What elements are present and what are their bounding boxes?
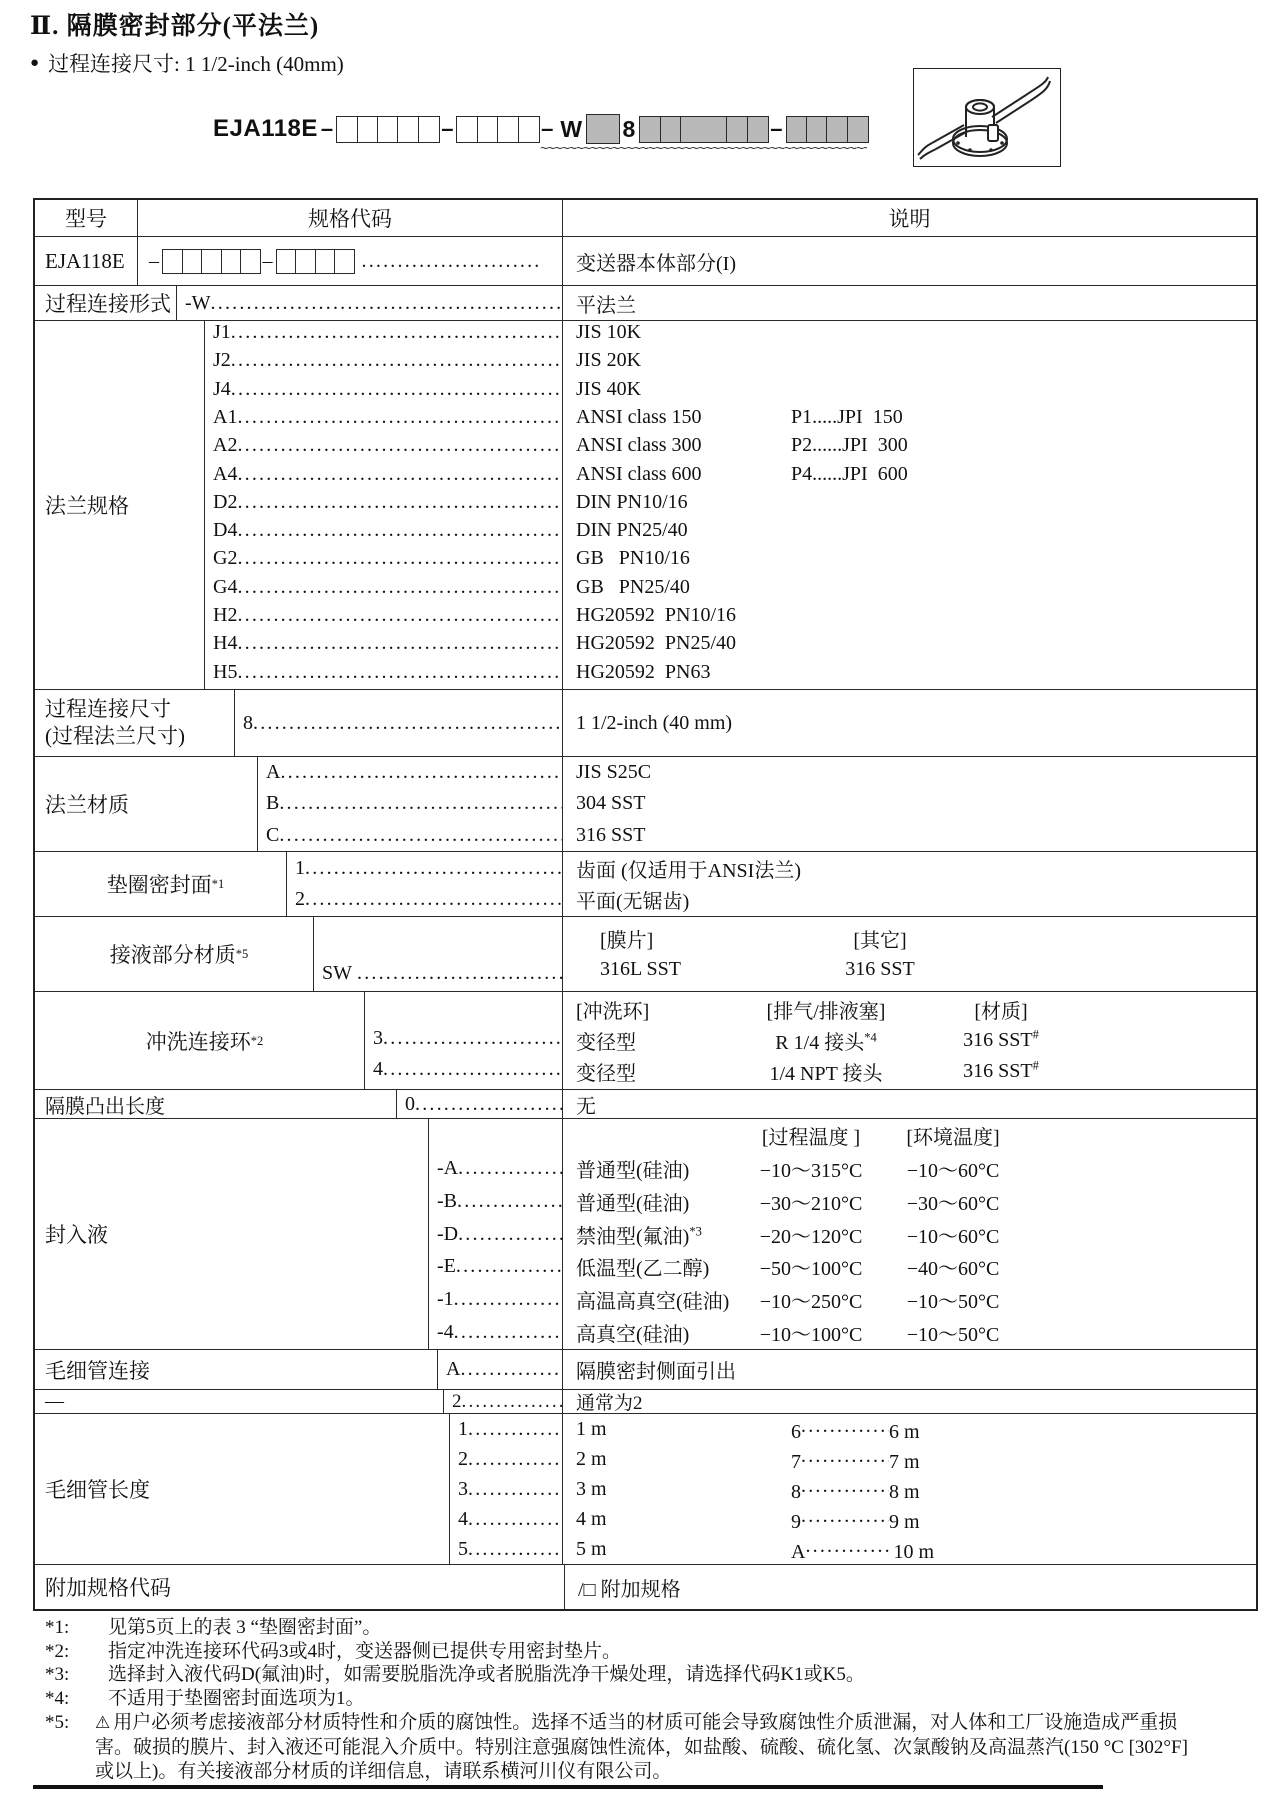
dotted-leader	[231, 378, 562, 401]
row-conn-type	[35, 286, 1256, 321]
dotted-leader	[801, 1475, 889, 1498]
desc: JIS S25C	[576, 761, 652, 784]
hash-ref: #	[1032, 1027, 1039, 1042]
dotted-leader	[468, 1418, 562, 1441]
dotted-leader	[237, 632, 562, 655]
material-text: 316 SST	[963, 1060, 1033, 1082]
code: A	[266, 761, 281, 784]
wetted-material-code-cell	[314, 917, 562, 991]
code: H2	[213, 604, 238, 627]
fill-type: 普通型(硅油)	[576, 1192, 690, 1215]
length-col2: 9 ..... 9 m	[791, 1505, 920, 1534]
desc-extra: P2......JPI 300	[791, 434, 908, 457]
desc: GB PN25/40	[576, 575, 690, 598]
footnote-text: 指定冲洗连接环代码3或4时，变送器侧已提供专用密封垫片。	[108, 1640, 622, 1662]
code: -B	[437, 1189, 457, 1212]
dotted-leader	[237, 519, 562, 542]
dotted-leader	[468, 1478, 562, 1501]
row-capillary-conn	[35, 1350, 1256, 1390]
desc: 304 SST	[576, 792, 646, 815]
capillary-len-code-cell	[450, 1414, 562, 1564]
others-material: 316 SST	[845, 958, 915, 980]
row-model	[35, 237, 1256, 286]
length-col2: 7 ..... 7 m	[791, 1445, 920, 1474]
code: 2	[458, 1447, 468, 1470]
row-flushing-ring	[35, 992, 1256, 1090]
code-box	[377, 116, 399, 143]
dotted-leader	[237, 406, 562, 429]
dotted-leader	[468, 1508, 562, 1531]
diaphragm-material: 316L SST	[600, 958, 681, 980]
row-capillary-len	[35, 1414, 1256, 1565]
dotted-leader	[305, 888, 562, 911]
fill-type: 高真空(硅油)	[576, 1324, 690, 1347]
ambient-temp: −10～50°C	[906, 1291, 1000, 1314]
flushing-ring-label: 冲洗连接环 *2	[35, 992, 365, 1089]
dotted-leader	[468, 1538, 562, 1561]
dotted-leader	[237, 434, 562, 457]
desc-extra: P1.....JPI 150	[791, 405, 903, 428]
label-line2: (过程法兰尺寸)	[45, 724, 185, 748]
fill-type: 低温型(乙二醇)	[576, 1258, 710, 1281]
desc: 齿面 (仅适用于ANSI法兰)	[576, 860, 801, 882]
capillary-conn-label: 毛细管连接	[35, 1350, 438, 1389]
dash-row-code-cell	[444, 1390, 562, 1413]
model-code-strip	[213, 113, 867, 145]
code-box-gray	[786, 116, 808, 143]
fill-liquid-desc-cell	[562, 1119, 1256, 1349]
capillary-len-label: 毛细管长度	[35, 1414, 450, 1564]
footnote-4	[33, 1687, 1223, 1711]
material	[926, 1029, 1076, 1052]
code: 3	[373, 1027, 383, 1049]
code-box	[397, 116, 419, 143]
table-header-row	[35, 200, 1256, 237]
dotted-leader	[279, 824, 562, 847]
model-code-gray-group2	[786, 116, 868, 143]
desc: 316 SST	[576, 823, 646, 846]
dotted-leader	[231, 321, 562, 344]
header-model: 型号	[35, 200, 138, 236]
code-box-gray	[847, 116, 869, 143]
dotted-leader	[237, 547, 562, 570]
conn-type-desc: 平法兰	[562, 286, 1256, 320]
length-value: 5 m	[576, 1537, 607, 1560]
process-temp: −50～100°C	[759, 1258, 863, 1281]
row-conn-size	[35, 690, 1256, 757]
code: G4	[213, 575, 238, 598]
footnote-marker: *1:	[45, 1617, 70, 1638]
flange-material-code-cell	[258, 757, 562, 851]
dotted-leader	[357, 962, 562, 985]
dash: –	[441, 116, 454, 141]
gasket-face-code-cell	[287, 852, 562, 916]
code-box-gray	[726, 116, 748, 143]
label: 接液部分材质	[109, 943, 236, 967]
flushing-ring-code-cell	[365, 992, 562, 1089]
wetted-material-desc-cell	[562, 917, 1256, 991]
model-code-boxes-group2	[456, 116, 538, 143]
optional-codes-desc: /□ 附加规格	[564, 1565, 1258, 1609]
length-col2: 8 ..... 8 m	[791, 1475, 920, 1504]
length-col2: A ..... 10 m	[791, 1535, 934, 1564]
conn-type-label: 过程连接形式	[35, 286, 177, 320]
code-box-gray	[747, 116, 769, 143]
code-box	[357, 116, 379, 143]
model-w-label: W	[560, 115, 583, 142]
fill-type: 普通型(硅油)	[576, 1159, 690, 1182]
code: H5	[213, 660, 238, 683]
dotted-leader	[253, 712, 562, 735]
code-box	[240, 249, 261, 274]
material-text: 316 SST	[963, 1029, 1033, 1051]
length-value: 4 m	[576, 1507, 607, 1530]
code-box	[276, 249, 297, 274]
desc: DIN PN25/40	[576, 519, 688, 542]
footnote-marker: *5:	[45, 1712, 70, 1733]
code: 0	[405, 1092, 415, 1115]
code: D2	[213, 490, 238, 513]
gasket-face-label: 垫圈密封面 *1	[35, 852, 287, 916]
dotted-leader	[458, 1223, 562, 1246]
dash: –	[149, 249, 159, 272]
desc: DIN PN10/16	[576, 490, 688, 513]
optional-codes-label: 附加规格代码	[45, 1576, 171, 1600]
dotted-leader	[237, 491, 562, 514]
model-name: EJA118E	[35, 237, 138, 285]
header-description: 说明	[562, 200, 1256, 236]
dotted-leader	[458, 1157, 562, 1180]
dotted-leader	[454, 1321, 562, 1344]
flange-spec-code-cell	[205, 321, 562, 689]
dotted-leader	[383, 1058, 562, 1081]
footnote-1	[33, 1616, 1223, 1640]
row-dash	[35, 1390, 1256, 1414]
fill-liquid-code-cell	[429, 1119, 562, 1349]
label-line1: 过程连接尺寸	[45, 697, 171, 721]
bullet-text: 过程连接尺寸: 1 1/2-inch (40mm)	[48, 52, 344, 76]
page-bottom-rule	[33, 1785, 1103, 1789]
row-fill-liquid	[35, 1119, 1256, 1350]
process-temp: −10～315°C	[759, 1159, 863, 1182]
code-box	[295, 249, 316, 274]
bullet-icon: ●	[30, 54, 40, 71]
code-box-gray	[586, 114, 620, 144]
dotted-leader	[237, 661, 562, 684]
model-prefix: EJA118E	[213, 115, 318, 142]
col-header-material: [材质]	[974, 1001, 1028, 1023]
dotted-leader	[362, 250, 542, 273]
code: -D	[437, 1222, 459, 1245]
process-temp: −10～250°C	[759, 1291, 863, 1314]
hash-ref: #	[1032, 1058, 1039, 1073]
dotted-leader	[457, 1190, 562, 1213]
footnotes	[33, 1616, 1223, 1785]
diaphragm-ext-label: 隔膜凸出长度	[35, 1090, 397, 1118]
dotted-leader	[456, 1255, 562, 1278]
model-desc: 变送器本体部分(I)	[562, 237, 1256, 285]
footnote-ref: *4	[864, 1030, 877, 1045]
length-value: 3 m	[576, 1477, 607, 1500]
code: -E	[437, 1255, 456, 1278]
code: -1	[437, 1288, 454, 1311]
desc: JIS 10K	[576, 320, 642, 343]
code: -W	[185, 291, 211, 314]
desc: ANSI class 300	[576, 434, 702, 457]
code-box-gray	[660, 116, 682, 143]
length-value: 2 m	[576, 1447, 607, 1470]
conn-type-code-cell	[177, 286, 562, 320]
dotted-leader	[801, 1415, 889, 1438]
code: SW	[322, 962, 352, 984]
desc: GB PN10/16	[576, 547, 690, 570]
ring-type: 变径型	[576, 1032, 636, 1054]
model-code-gray-group1	[639, 116, 767, 143]
code: A	[446, 1358, 461, 1380]
desc-extra: P4......JPI 600	[791, 462, 908, 485]
code: J2	[213, 349, 231, 372]
dash: –	[320, 116, 334, 141]
dotted-leader	[460, 1358, 562, 1381]
wetted-material-label: 接液部分材质 *5	[35, 917, 314, 991]
ambient-temp: −40～60°C	[906, 1258, 1000, 1281]
model-code-boxes-group1	[336, 116, 438, 143]
code: G2	[213, 547, 238, 570]
desc: HG20592 PN63	[576, 660, 711, 683]
code: 1	[295, 857, 305, 879]
footnote-marker: *4:	[45, 1687, 70, 1709]
length-value: 1 m	[576, 1417, 607, 1440]
code-box	[518, 116, 540, 143]
code: 4	[373, 1058, 383, 1080]
model-code-suffix-underlined	[538, 114, 867, 144]
fill-type: 禁油型(氟油)$^{*3}$	[576, 1223, 702, 1248]
col-header-plug: [排气/排液塞]	[766, 1001, 886, 1023]
plug-type	[726, 1057, 926, 1086]
conn-size-desc: 1 1/2-inch (40 mm)	[562, 690, 1256, 756]
col-header-process-temp: [过程温度 ]	[761, 1126, 861, 1149]
dash-row-desc: 通常为2	[562, 1390, 1256, 1413]
dash-row-label: —	[35, 1390, 444, 1413]
plug-type	[726, 1026, 926, 1055]
code: 5	[458, 1537, 468, 1560]
col-header-others: [其它]	[853, 930, 907, 952]
row-diaphragm-ext	[35, 1090, 1256, 1119]
dotted-leader	[805, 1535, 893, 1558]
capillary-conn-code-cell	[438, 1350, 562, 1389]
code-box-gray	[826, 116, 848, 143]
flange-material-desc-cell	[562, 757, 1256, 851]
capillary-conn-desc: 隔膜密封侧面引出	[562, 1350, 1256, 1389]
spec-table	[33, 198, 1258, 1611]
process-connection-size-note	[30, 48, 344, 78]
dotted-leader	[237, 463, 562, 486]
label: 垫圈密封面	[106, 873, 212, 897]
col-header-ambient-temp: [环境温度]	[906, 1126, 1000, 1149]
code-box	[477, 116, 499, 143]
desc: ANSI class 150	[576, 405, 702, 428]
diaphragm-ext-desc: 无	[562, 1090, 1256, 1118]
col-header-diaphragm: [膜片]	[600, 930, 654, 952]
desc: HG20592 PN25/40	[576, 632, 737, 655]
diaphragm-seal-illustration-frame	[913, 68, 1061, 167]
code-box	[497, 116, 519, 143]
code-box	[221, 249, 242, 274]
fill-type: 高温高真空(硅油)	[576, 1291, 730, 1314]
desc: HG20592 PN10/16	[576, 604, 737, 627]
fill-liquid-label: 封入液	[35, 1119, 429, 1349]
footnote-3	[33, 1663, 1223, 1687]
dotted-leader	[280, 761, 562, 784]
plug-text: R 1/4 接头	[775, 1032, 865, 1054]
flange-spec-desc-cell	[562, 321, 1256, 689]
code: 3	[458, 1477, 468, 1500]
row-optional-codes	[35, 1565, 1256, 1609]
header-spec-code: 规格代码	[308, 207, 392, 231]
code: A2	[213, 434, 238, 457]
code-box	[315, 249, 336, 274]
dotted-leader	[231, 349, 562, 372]
plug-text: 1/4 NPT 接头	[769, 1063, 883, 1085]
dash: –	[262, 249, 273, 272]
dotted-leader	[801, 1505, 889, 1528]
code: J4	[213, 377, 231, 400]
ambient-temp: −10～50°C	[906, 1324, 1000, 1347]
warning-icon: ⚠	[95, 1713, 111, 1733]
ambient-temp: −10～60°C	[906, 1225, 1000, 1248]
desc: ANSI class 600	[576, 462, 702, 485]
dotted-leader	[305, 857, 562, 880]
dotted-leader	[454, 1288, 562, 1311]
code: 2	[452, 1390, 462, 1412]
ambient-temp: −30～60°C	[906, 1192, 1000, 1215]
row-wetted-material	[35, 917, 1256, 992]
footnote-2	[33, 1640, 1223, 1664]
dotted-leader	[279, 792, 562, 815]
footnote-marker: *3:	[45, 1664, 70, 1685]
code: A4	[213, 462, 238, 485]
length-col2: 6 ..... 6 m	[791, 1415, 920, 1444]
process-temp: −20～120°C	[759, 1225, 863, 1248]
dotted-leader	[462, 1391, 563, 1413]
desc: JIS 20K	[576, 349, 642, 372]
dotted-leader	[415, 1093, 562, 1116]
model-eight-label: 8	[622, 115, 636, 142]
footnote-marker: *2:	[45, 1640, 70, 1662]
code: D4	[213, 519, 238, 542]
conn-size-code-cell	[235, 690, 562, 756]
material	[926, 1060, 1076, 1083]
row-gasket-face	[35, 852, 1256, 917]
code-box-gray	[806, 116, 828, 143]
code: A1	[213, 405, 238, 428]
ambient-temp: −10～60°C	[906, 1159, 1000, 1182]
code: 2	[295, 888, 305, 910]
capillary-len-desc-cell	[562, 1414, 1256, 1564]
desc: JIS 40K	[576, 377, 642, 400]
code-box-gray-wide	[680, 116, 728, 143]
col-header-ring: [冲洗环]	[576, 1001, 650, 1023]
footnote-text: 用户必须考虑接液部分材质特性和介质的腐蚀性。选择不适当的材质可能会导致腐蚀性介质泄漏，对人体和工厂设施造成严重损害。破损的膜片、封入液还可能混入介质中。特别注意强腐蚀性流体，如盐酸、硫酸、硫化氢、次氯酸钠及高温蒸汽(150 °C [302°F] 或以上)。有关接液部分材质的详细信息，请联系横河川仪有限公司。	[95, 1712, 1188, 1783]
footnote-5	[33, 1711, 1193, 1785]
ring-type: 变径型	[576, 1063, 636, 1085]
flange-spec-label: 法兰规格	[35, 321, 205, 689]
code: 1	[458, 1417, 468, 1440]
conn-size-label	[35, 690, 235, 756]
process-temp: −30～210°C	[759, 1192, 863, 1215]
dash: –	[770, 116, 783, 141]
code-box	[201, 249, 222, 274]
code: C	[266, 823, 280, 846]
process-temp: −10～100°C	[759, 1324, 863, 1347]
diaphragm-ext-code-cell	[397, 1090, 562, 1118]
footnote-text: 见第5页上的表 3 “垫圈密封面”。	[108, 1617, 382, 1638]
row-flange-spec	[35, 321, 1256, 690]
model-code-gray-box-after-w	[586, 114, 618, 144]
code-box-gray	[639, 116, 661, 143]
dotted-leader	[468, 1448, 562, 1471]
desc: 平面(无锯齿)	[576, 891, 690, 913]
code-box	[456, 116, 478, 143]
dotted-leader	[237, 576, 562, 599]
code-box	[418, 116, 440, 143]
code-box	[336, 116, 358, 143]
model-code-cell	[138, 237, 562, 285]
dotted-leader	[211, 292, 562, 315]
dotted-leader	[801, 1445, 889, 1468]
code: H4	[213, 632, 238, 655]
diaphragm-seal-illustration	[914, 69, 1059, 165]
code: J1	[213, 320, 231, 343]
dash: –	[541, 116, 554, 141]
page-title: Ⅱ. 隔膜密封部分(平法兰)	[30, 13, 320, 40]
code-box	[162, 249, 183, 274]
flange-material-label: 法兰材质	[35, 757, 258, 851]
code: 4	[458, 1507, 468, 1530]
code-box	[334, 249, 355, 274]
row-flange-material	[35, 757, 1256, 852]
gasket-face-desc-cell	[562, 852, 1256, 916]
dotted-leader	[237, 604, 562, 627]
dotted-leader	[383, 1027, 562, 1050]
code: -4	[437, 1321, 454, 1344]
footnote-text: 不适用于垫圈密封面选项为1。	[108, 1687, 365, 1709]
code: 8	[243, 711, 253, 734]
code: B	[266, 792, 280, 815]
flushing-ring-desc-cell	[562, 992, 1256, 1089]
label: 冲洗连接环	[145, 1029, 251, 1054]
code-box	[182, 249, 203, 274]
footnote-text: 选择封入液代码D(氟油)时，如需要脱脂洗净或者脱脂洗净干燥处理，请选择代码K1或K5。	[108, 1664, 865, 1685]
code: -A	[437, 1156, 459, 1179]
